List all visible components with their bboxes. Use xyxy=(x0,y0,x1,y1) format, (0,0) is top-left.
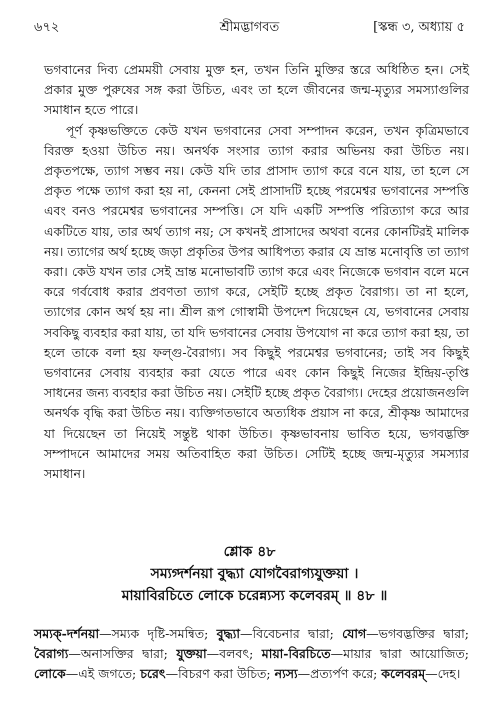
synonym-word: কলেবরম্ xyxy=(381,666,426,681)
verse-label: শ্লোক ৪৮ xyxy=(223,544,276,560)
purport-text xyxy=(44,60,469,484)
synonym-meaning: —ভগবদ্ভক্তির দ্বারা; xyxy=(366,626,469,641)
synonym-entry xyxy=(34,626,208,641)
synonym-word: চরেৎ xyxy=(140,666,166,681)
synonym-entry xyxy=(140,666,270,681)
synonym-meaning: —দেহ। xyxy=(425,666,461,681)
synonym-meaning: —মায়ার দ্বারা আয়োজিত; xyxy=(330,646,469,661)
sanskrit-verse xyxy=(40,563,469,607)
page-number: ৬৭২ xyxy=(34,20,60,35)
synonym-entry xyxy=(217,626,334,641)
verse-line: মায়াবিরচিতে লোকে চরেন্ন্যস্য কলেবরম্ ॥ ৪৮ ॥ xyxy=(121,588,388,604)
synonym-meaning: —প্রত্যর্পণ করে; xyxy=(297,666,378,681)
synonym-word: মায়া-বিরচিতে xyxy=(261,646,331,661)
synonym-entry xyxy=(381,666,460,681)
synonym-entry xyxy=(176,646,253,661)
synonym-meaning: —অনাসক্তির দ্বারা; xyxy=(68,646,168,661)
verse-line: সম্যগ্দর্শনয়া বুদ্ধ্যা যোগবৈরাগ্যযুক্তয়া । xyxy=(150,566,359,582)
canto-chapter: [স্কন্ধ ৩, অধ্যায় ৫ xyxy=(373,20,465,35)
synonym-entry xyxy=(342,626,469,641)
synonym-meaning: —সম্যক দৃষ্টি-সমন্বিত; xyxy=(99,626,209,641)
synonym-word: সম্যক্-দর্শনয়া xyxy=(34,626,100,641)
synonym-word: লোকে xyxy=(34,666,66,681)
synonym-meaning: —বলবৎ; xyxy=(206,646,254,661)
synonym-entry xyxy=(34,646,168,661)
synonym-word: বুদ্ধ্যা xyxy=(216,626,241,641)
word-for-word-synonyms xyxy=(34,624,469,684)
page-header xyxy=(34,18,465,38)
synonym-meaning: —বিবেচনার দ্বারা; xyxy=(240,626,334,641)
synonym-entry xyxy=(275,666,378,681)
synonym-entry xyxy=(34,666,136,681)
synonym-word: বৈরাগ্য xyxy=(34,646,69,661)
synonym-meaning: —বিচরণ করা উচিত; xyxy=(165,666,271,681)
synonym-word: যোগ xyxy=(342,626,367,641)
book-title: শ্রীমদ্ভাগবত xyxy=(219,20,280,35)
synonym-entry xyxy=(262,646,469,661)
synonym-word: যুক্তয়া xyxy=(176,646,207,661)
purport-paragraph: ভগবানের দিব্য প্রেমময়ী সেবায় মুক্ত হন, তখন তিনি মুক্তির স্তরে অধিষ্ঠিত হন। সেই প্রকার মুক্ত পুরুষের সঙ্গ করা উচিত, এবং তা হলে জীবনের জন্ম-মৃত্যুর সমস্যাগুলির সমাধান হতে পারে। xyxy=(44,62,469,118)
synonym-meaning: —এই জগতে; xyxy=(65,666,137,681)
synonym-word: ন্যস্য xyxy=(274,666,298,681)
purport-paragraph: পূর্ণ কৃষ্ণভক্তিতে কেউ যখন ভগবানের সেবা সম্পাদন করেন, তখন কৃত্রিমভাবে বিরক্ত হওয়া উচিত নয়। অনর্থক সংসার ত্যাগ করার অভিনয় করা উচিত নয়। প্রকৃতপক্ষে, ত্যাগ সম্ভব নয়। কেউ যদি তার প্রাসাদ ত্যাগ করে বনে যায়, তা হলে সে প্রকৃত পক্ষে ত্যাগ করা হয় না, কেননা সেই প্রাসাদটি হচ্ছে পরমেশ্বর ভগবানের সম্পত্তি এবং বনও পরমেশ্বর ভগবানের সম্পত্তি। সে যদি একটি সম্পত্তি পরিত্যাগ করে আর একটিতে যায়, তার অর্থ ত্যাগ নয়; সে কখনই প্রাসাদের অথবা বনের কোনটিরই মালিক নয়। ত্যাগের অর্থ হচ্ছে জড়া প্রকৃতির উপর আধিপত্য করার যে ভ্রান্ত মনোবৃত্তি তা ত্যাগ করা। কেউ যখন তার সেই ভ্রান্ত মনোভাবটি ত্যাগ করে এবং নিজেকে ভগবান বলে মনে করে গর্ববোধ করার প্রবণতা ত্যাগ করে, সেইটি হচ্ছে প্রকৃত বৈরাগ্য। তা না হলে, ত্যাগের কোন অর্থ হয় না। শ্রীল রূপ গোস্বামী উপদেশ দিয়েছেন যে, ভগবানের সেবায় সবকিছু ব্যবহার করা যায়, তা যদি ভগবানের সেবায় উপযোগ না করে ত্যাগ করা হয়, তা হলে তাকে বলা হয় ফল্গু-বৈরাগ্য। সব কিছুই পরমেশ্বর ভগবানের; তাই সব কিছুই ভগবানের সেবায় ব্যবহার করা যেতে পারে এবং কোন কিছুই নিজের ইন্দ্রিয়-তৃপ্তি সাধনের জন্য ব্যবহার করা উচিত নয়। সেইটি হচ্ছে প্রকৃত বৈরাগ্য। দেহের প্রয়োজনগুলি অনর্থক বৃদ্ধি করা উচিত নয়। ব্যক্তিগতভাবে অত্যধিক প্রয়াস না করে, শ্রীকৃষ্ণ আমাদের যা দিয়েছেন তা নিয়েই সন্তুষ্ট থাকা উচিত। কৃষ্ণভাবনায় ভাবিত হয়ে, ভগবদ্ভক্তি সম্পাদনে আমাদের সময় অতিবাহিত করা উচিত। সেটিই হচ্ছে জন্ম-মৃত্যুর সমস্যার সমাধান। xyxy=(44,122,469,482)
